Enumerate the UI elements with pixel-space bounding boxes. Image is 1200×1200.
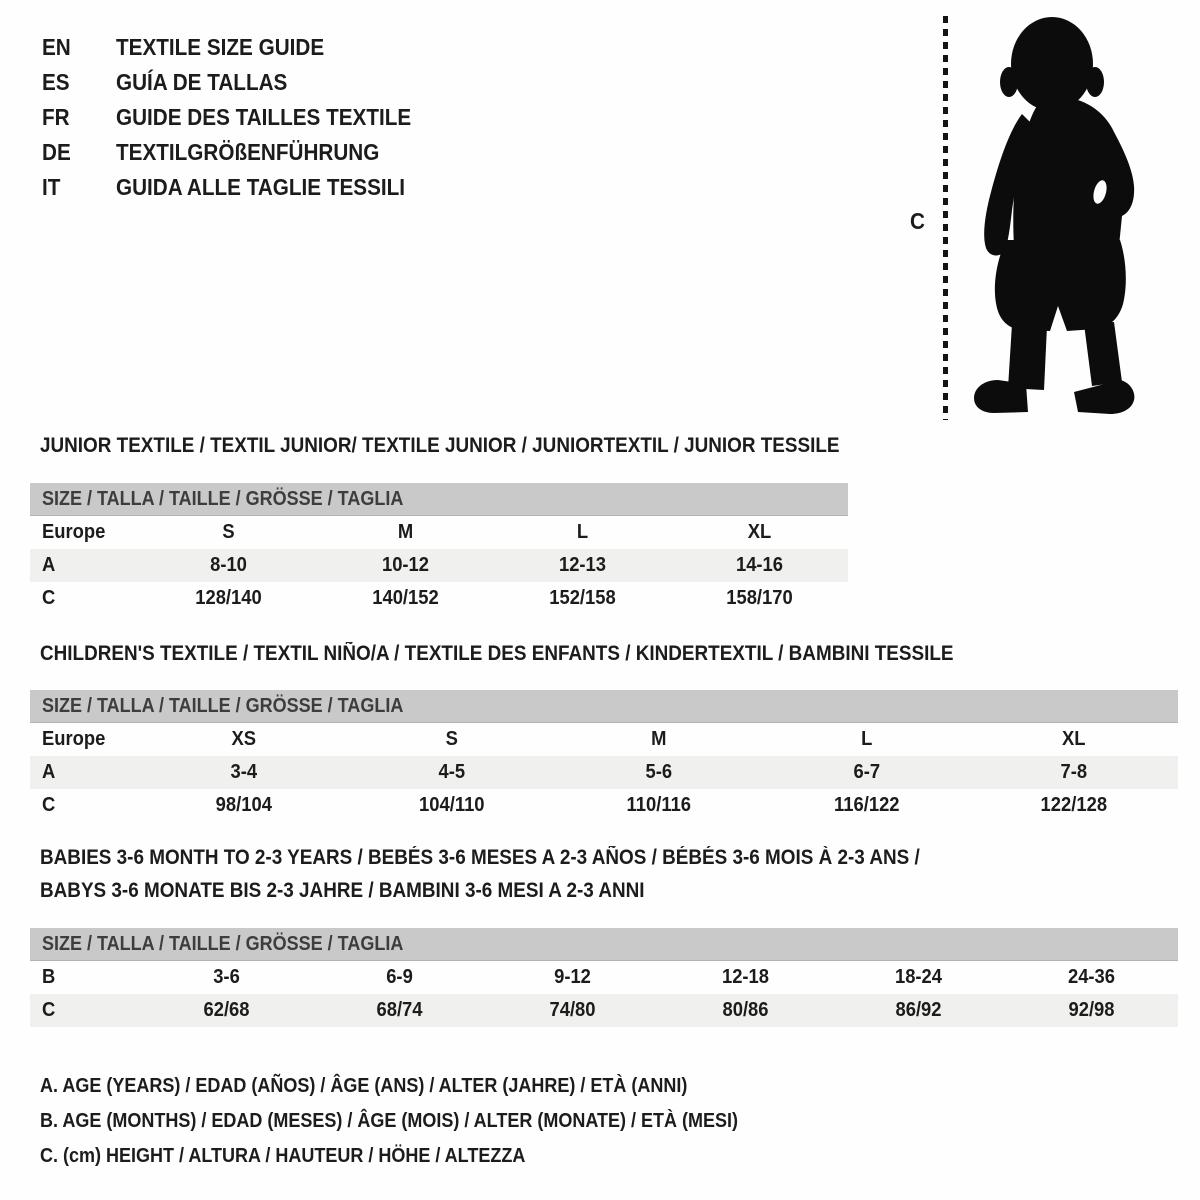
height-measure-label: C [910,208,925,234]
table-row-height [30,994,1178,1027]
babies-section-heading [40,841,1200,907]
language-code: ES [42,69,70,95]
table-cell: 158/170 [726,587,793,609]
guide-title: TEXTILE SIZE GUIDE [116,34,325,60]
size-header-bar [30,928,1178,961]
babies-heading-line2: BABYS 3-6 MONATE BIS 2-3 JAHRE / BAMBINI 3-6 MESI A 2-3 ANNI [40,879,645,902]
table-cell: 9-12 [554,966,591,988]
babies-size-table [30,928,1178,1027]
table-row-europe [30,723,1178,756]
table-cell: L [576,521,589,543]
table-row-europe [30,516,848,549]
legend-line-c: C. (cm) HEIGHT / ALTURA / HAUTEUR / HÖHE / ALTEZZA [40,1145,526,1167]
children-size-table [30,690,1178,822]
children-section-heading: CHILDREN'S TEXTILE / TEXTIL NIÑO/A / TEXTILE DES ENFANTS / KINDERTEXTIL / BAMBINI TESSILE [40,642,954,665]
table-cell: XL [1062,728,1086,750]
language-code: IT [42,174,61,200]
table-cell: XS [231,728,257,750]
table-cell: 6-7 [853,761,880,783]
language-code: EN [42,34,71,60]
table-cell: 104/110 [418,794,485,816]
language-row [42,135,444,170]
toddler-silhouette-icon [966,14,1142,422]
junior-size-table [30,483,848,615]
table-cell: 12-18 [721,966,770,988]
table-cell: 140/152 [372,587,439,609]
guide-title: GUIDA ALLE TAGLIE TESSILI [116,174,406,200]
table-cell: XL [747,521,772,543]
language-code: FR [42,104,70,130]
table-cell: 24-36 [1067,966,1116,988]
junior-section-heading: JUNIOR TEXTILE / TEXTIL JUNIOR/ TEXTILE JUNIOR / JUNIORTEXTIL / JUNIOR TESSILE [40,434,840,457]
table-cell: 68/74 [376,999,423,1021]
table-cell: 5-6 [645,761,673,783]
size-header-bar [30,690,1178,723]
language-row [42,65,444,100]
table-row-height [30,582,848,615]
guide-title: GUIDE DES TAILLES TEXTILE [116,104,412,130]
table-cell: 18-24 [894,966,943,988]
row-label: A [42,761,56,783]
table-row-height [30,789,1178,822]
table-cell: 98/104 [215,794,272,816]
table-cell: 92/98 [1068,999,1115,1021]
legend-line-b: B. AGE (MONTHS) / EDAD (MESES) / ÂGE (MOIS) / ALTER (MONATE) / ETÀ (MESI) [40,1110,738,1132]
size-header-label: SIZE / TALLA / TAILLE / GRÖSSE / TAGLIA [42,695,404,717]
table-row-age [30,756,1178,789]
language-row [42,170,444,205]
table-row-age-months [30,961,1178,994]
table-cell: 128/140 [195,587,262,609]
language-title-list [42,30,444,205]
table-cell: 110/116 [626,794,692,816]
table-cell: 116/122 [833,794,900,816]
table-cell: 74/80 [549,999,596,1021]
row-label: C [42,999,56,1021]
table-cell: 3-4 [230,761,258,783]
row-label: C [42,587,56,609]
table-cell: 6-9 [386,966,413,988]
row-label: Europe [42,521,106,543]
table-cell: M [397,521,414,543]
row-label: B [42,966,56,988]
language-code: DE [42,139,71,165]
legend-line-a: A. AGE (YEARS) / EDAD (AÑOS) / ÂGE (ANS) / ALTER (JAHRE) / ETÀ (ANNI) [40,1075,688,1097]
table-cell: S [222,521,235,543]
size-header-label: SIZE / TALLA / TAILLE / GRÖSSE / TAGLIA [42,488,404,510]
guide-title: TEXTILGRÖßENFÜHRUNG [116,139,380,165]
language-row [42,100,444,135]
guide-title: GUÍA DE TALLAS [116,69,288,95]
table-cell: 14-16 [735,554,784,576]
language-row [42,30,444,65]
table-cell: 8-10 [210,554,247,576]
table-row-age [30,549,848,582]
row-label: C [42,794,56,816]
measurement-legend [40,1069,816,1174]
table-cell: 3-6 [213,966,240,988]
table-cell: 62/68 [203,999,250,1021]
size-header-bar [30,483,848,516]
height-dashed-line [943,16,948,420]
table-cell: 7-8 [1060,761,1088,783]
row-label: A [42,554,56,576]
table-cell: L [860,728,873,750]
babies-heading-line1: BABIES 3-6 MONTH TO 2-3 YEARS / BEBÉS 3-6 MESES A 2-3 AÑOS / BÉBÉS 3-6 MOIS À 2-3 ANS / [40,846,920,869]
table-cell: 86/92 [895,999,942,1021]
table-cell: 80/86 [722,999,769,1021]
table-cell: 152/158 [549,587,616,609]
table-cell: M [651,728,667,750]
table-cell: 4-5 [438,761,465,783]
table-cell: 10-12 [381,554,430,576]
size-header-label: SIZE / TALLA / TAILLE / GRÖSSE / TAGLIA [42,933,404,955]
table-cell: S [445,728,458,750]
table-cell: 12-13 [558,554,607,576]
row-label: Europe [42,728,106,750]
table-cell: 122/128 [1040,794,1108,816]
